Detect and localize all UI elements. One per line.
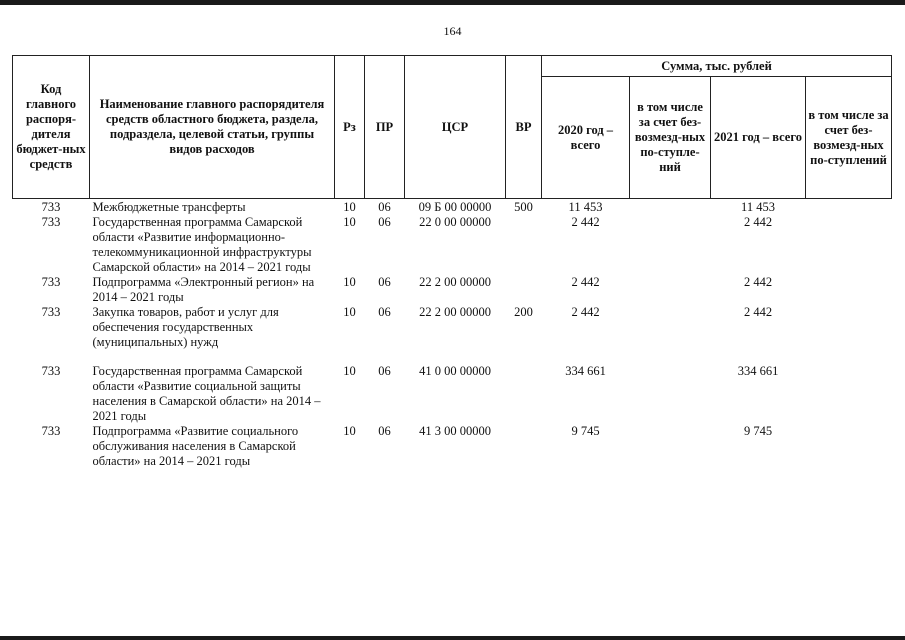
cell-2021-gratis: [806, 350, 892, 424]
table-header: [13, 56, 892, 199]
cell-name: Подпрограмма «Развитие социального обслуживания населения в Самарской области» на 2014 – 2021 годы: [92, 424, 299, 468]
header-vr: ВР: [506, 56, 542, 199]
budget-table: [12, 55, 892, 469]
cell-2021-gratis: [806, 199, 892, 216]
header-name: Наименование главного распорядителя средств областного бюджета, раздела, подраздела, целевой статьи, группы видов расходов: [90, 56, 335, 199]
cell-pr: 06: [378, 364, 391, 378]
cell-pr: 06: [378, 305, 391, 319]
cell-code: 733: [41, 305, 61, 319]
cell-csr: 22 2 00 00000: [419, 305, 491, 319]
header-csr: ЦСР: [405, 56, 506, 199]
table-row: [13, 199, 892, 216]
cell-2020-gratis: [630, 350, 711, 424]
cell-vr: 200: [514, 305, 533, 319]
table-body: [13, 199, 892, 470]
cell-pr: 06: [378, 424, 391, 438]
cell-2021-gratis: [806, 215, 892, 275]
header-2020-gratis: в том числе за счет без-возмезд-ных по-ступле-ний: [630, 77, 711, 199]
cell-rz: 10: [343, 275, 356, 289]
cell-2021-gratis: [806, 424, 892, 469]
cell-pr: 06: [378, 215, 391, 229]
cell-rz: 10: [343, 305, 356, 319]
cell-code: 733: [41, 424, 61, 438]
cell-2020-total: 334 661: [565, 364, 606, 378]
cell-pr: 06: [378, 275, 391, 289]
header-2021-gratis: в том числе за счет без-возмезд-ных по-ступлений: [806, 77, 892, 199]
cell-2021-gratis: [806, 305, 892, 350]
cell-csr: 22 0 00 00000: [419, 215, 491, 229]
cell-vr: [506, 350, 542, 424]
cell-code: 733: [41, 364, 61, 378]
cell-2020-total: 2 442: [571, 215, 600, 229]
table-row: [13, 424, 892, 469]
cell-csr: 22 2 00 00000: [419, 275, 491, 289]
cell-2020-gratis: [630, 275, 711, 305]
cell-2020-gratis: [630, 305, 711, 350]
header-2020-total: 2020 год – всего: [542, 77, 630, 199]
cell-csr: 41 0 00 00000: [419, 364, 491, 378]
cell-2021-total: 9 745: [743, 424, 773, 438]
cell-2021-total: 11 453: [741, 200, 775, 214]
header-sum: Сумма, тыс. рублей: [542, 56, 892, 77]
cell-code: 733: [41, 200, 61, 214]
cell-2020-total: 2 442: [571, 305, 600, 319]
cell-2020-gratis: [630, 199, 711, 216]
cell-name: Подпрограмма «Электронный регион» на 2014 – 2021 годы: [92, 275, 315, 304]
cell-rz: 10: [343, 215, 356, 229]
cell-name: Межбюджетные трансферты: [92, 200, 246, 214]
cell-code: 733: [41, 275, 61, 289]
cell-csr: 09 Б 00 00000: [418, 200, 492, 214]
cell-vr: [506, 424, 542, 469]
header-rz: Рз: [335, 56, 365, 199]
cell-2020-total: 2 442: [571, 275, 600, 289]
cell-csr: 41 3 00 00000: [419, 424, 491, 438]
cell-2021-total: 2 442: [743, 305, 773, 319]
table-row: [13, 275, 892, 305]
cell-2020-gratis: [630, 424, 711, 469]
cell-name: Государственная программа Самарской области «Развитие социальной защиты населения в Самарской области» на 2014 – 2021 годы: [92, 364, 321, 423]
cell-rz: 10: [343, 364, 356, 378]
cell-name: Закупка товаров, работ и услуг для обеспечения государственных (муниципальных) нужд: [92, 305, 279, 349]
cell-pr: 06: [378, 200, 391, 214]
cell-2020-total: 11 453: [568, 200, 603, 214]
header-2021-total: 2021 год – всего: [711, 77, 806, 199]
cell-rz: 10: [343, 424, 356, 438]
cell-2021-total: 334 661: [737, 364, 779, 378]
page-number: 164: [443, 24, 462, 38]
cell-2020-total: 9 745: [571, 424, 600, 438]
cell-2021-total: 2 442: [743, 275, 773, 289]
bottom-rule: [0, 636, 905, 640]
cell-name: Государственная программа Самарской области «Развитие информационно-телекоммуникационной инфраструктуры Самарской области» на 2014 – 2021 годы: [92, 215, 312, 274]
header-pr: ПР: [365, 56, 405, 199]
table-row: [13, 215, 892, 275]
cell-2021-gratis: [806, 275, 892, 305]
cell-2021-total: 2 442: [743, 215, 773, 229]
cell-vr: [506, 275, 542, 305]
table-row: [13, 350, 892, 424]
cell-rz: 10: [343, 200, 356, 214]
cell-vr: 500: [514, 200, 533, 214]
cell-2020-gratis: [630, 215, 711, 275]
header-code: Код главного распоря-дителя бюджет-ных средств: [13, 56, 90, 199]
cell-code: 733: [41, 215, 61, 229]
cell-vr: [506, 215, 542, 275]
table-row: [13, 305, 892, 350]
top-rule: [0, 0, 905, 5]
